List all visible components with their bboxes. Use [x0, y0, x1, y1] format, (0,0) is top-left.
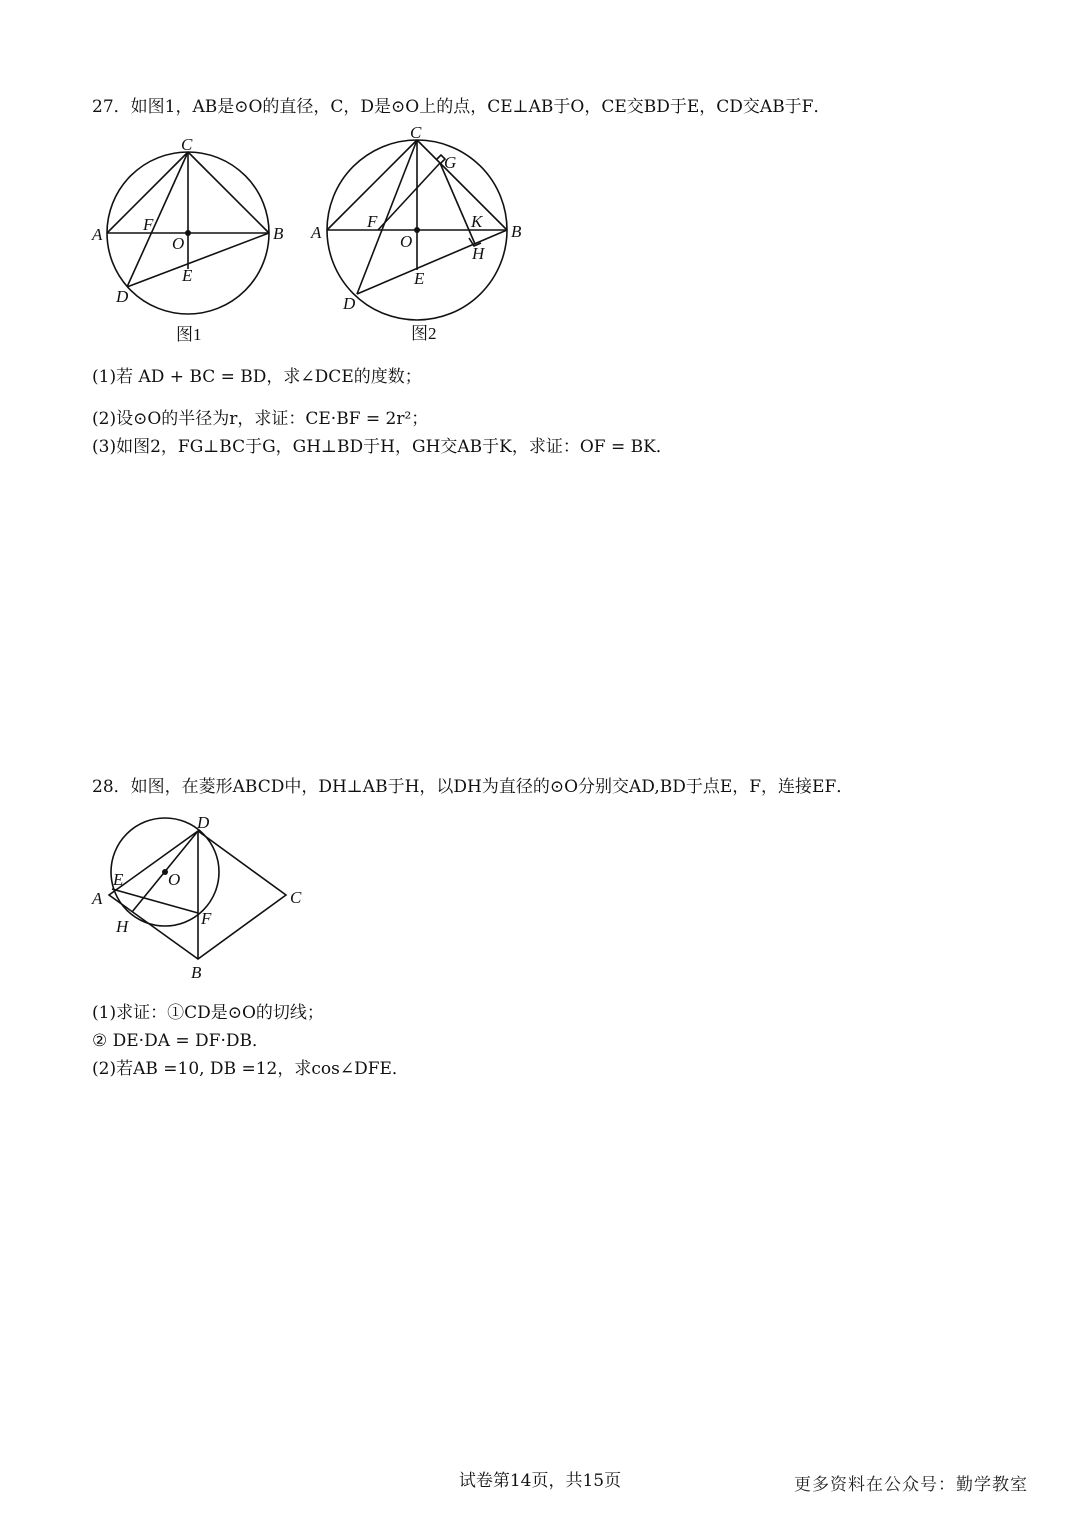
fig2-line-cd — [357, 140, 417, 294]
fig2-label-k: K — [471, 212, 483, 231]
fig2-line-db — [357, 230, 507, 294]
q28-label-d: D — [197, 813, 210, 832]
fig1-label-a: A — [92, 225, 103, 244]
q28-stem: 28．如图，在菱形ABCD中，DH⊥AB于H，以DH为直径的⊙O分别交AD,BD于点E，F，连接EF． — [92, 777, 854, 797]
q28-label-o: O — [168, 870, 181, 889]
fig2-label-f: F — [367, 212, 378, 231]
fig1-center-dot — [185, 230, 191, 236]
fig1-label-c: C — [181, 135, 193, 154]
fig2-line-gh — [440, 163, 475, 244]
q28-label-c: C — [290, 888, 302, 907]
fig2-label-d: D — [343, 294, 356, 313]
fig2-center-dot — [414, 227, 420, 233]
q28-part1b: ② DE·DA = DF·DB． — [92, 1031, 269, 1051]
fig2-label-b: B — [511, 222, 522, 241]
q27-part1: (1)若 AD + BC = BD，求∠DCE的度数； — [92, 367, 422, 387]
page-footer: 试卷第14页，共15页 — [458, 1471, 622, 1491]
fig2-label-g: G — [444, 153, 457, 172]
fig1-line-cb — [188, 152, 269, 233]
fig2-caption: 图2 — [411, 324, 437, 343]
watermark: 更多资料在公众号：勤学教室 — [794, 1475, 1028, 1495]
q27-part3: (3)如图2，FG⊥BC于G，GH⊥BD于H，GH交AB于K，求证：OF = BK． — [92, 437, 673, 457]
fig2-line-cb — [417, 140, 507, 230]
fig2-label-e: E — [414, 269, 425, 288]
fig1-label-b: B — [273, 224, 284, 243]
fig2-line-fg — [378, 163, 440, 230]
q28-label-f: F — [201, 909, 212, 928]
fig1-caption: 图1 — [176, 325, 202, 344]
fig1-label-o: O — [172, 234, 185, 253]
q28-figure — [88, 808, 313, 988]
q28-label-b: B — [191, 963, 202, 982]
q27-part2: (2)设⊙O的半径为r，求证：CE·BF = 2r²； — [92, 409, 429, 429]
q27-figure-2 — [305, 118, 535, 348]
fig2-label-a: A — [311, 223, 322, 242]
fig1-label-e: E — [182, 266, 193, 285]
q27-figure-1 — [85, 125, 300, 350]
q28-part2: (2)若AB =10, DB =12，求cos∠DFE． — [92, 1059, 409, 1079]
fig1-label-d: D — [116, 287, 129, 306]
q28-label-e: E — [113, 870, 124, 889]
fig2-label-c: C — [410, 123, 422, 142]
fig2-label-h: H — [472, 244, 485, 263]
q28-line-ef — [112, 889, 198, 913]
fig1-label-f: F — [143, 215, 154, 234]
q28-label-h: H — [116, 917, 129, 936]
q27-stem: 27．如图1，AB是⊙O的直径，C，D是⊙O上的点，CE⊥AB于O，CE交BD于E，CD交AB于F． — [92, 97, 831, 117]
q28-part1a: (1)求证：①CD是⊙O的切线； — [92, 1003, 324, 1023]
q28-label-a: A — [92, 889, 103, 908]
fig2-label-o: O — [400, 232, 413, 251]
